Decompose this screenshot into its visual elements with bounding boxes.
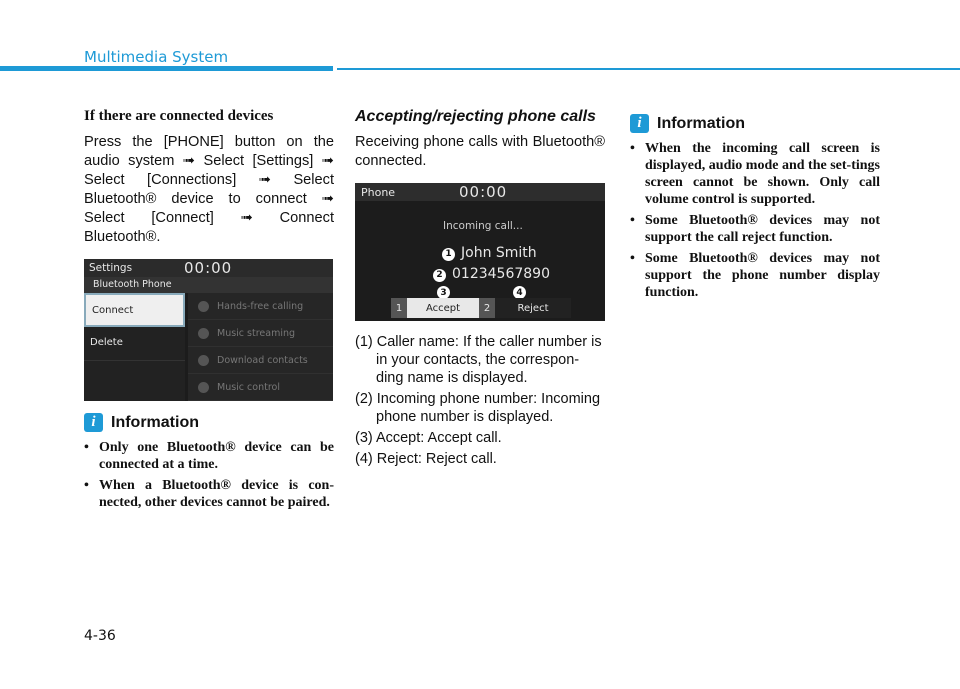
list-item: • When a Bluetooth® device is con-nected, other devices cannot be paired.	[84, 477, 334, 511]
screen-subtitle: Bluetooth Phone	[84, 277, 333, 293]
list-item: (1) Caller name: If the caller number is in your contacts, the correspon-ding name is displayed.	[355, 334, 602, 386]
option-music-streaming	[188, 320, 333, 347]
header-bar	[0, 66, 333, 71]
settings-screenshot	[84, 259, 333, 401]
info-title: Information	[657, 114, 745, 132]
option-download-contacts	[188, 347, 333, 374]
contacts-icon	[198, 355, 209, 366]
accept-reject-body: Receiving phone calls with Bluetooth® connected.	[355, 134, 605, 169]
caller-name	[442, 245, 537, 261]
column-1	[84, 108, 334, 515]
list-item: • When the incoming call screen is displayed, audio mode and the set-tings screen cannot be shown. Only call volume control is supported.	[630, 140, 880, 208]
callout-badge: 2	[433, 269, 446, 282]
music-icon	[198, 328, 209, 339]
accept-reject-heading: Accepting/rejecting phone calls	[355, 108, 596, 125]
connected-devices-heading: If there are connected devices	[84, 108, 274, 124]
caller-name-text: John Smith	[461, 245, 537, 261]
screen-title: Phone	[361, 185, 396, 199]
menu-item-delete[interactable]: Delete	[84, 327, 185, 361]
connected-devices-body: Press the [PHONE] button on the audio system ➟ Select [Settings] ➟ Select [Connections] ➟ Select Bluetooth® device to connect ➟ Select [Connect] ➟ Connect Bluetooth®.	[84, 134, 334, 245]
page-number: 4-36	[84, 628, 116, 644]
list-item: • Some Bluetooth® devices may not support the call reject function.	[630, 212, 880, 246]
key-1: 1	[391, 298, 407, 318]
info-list	[84, 439, 334, 511]
caller-number-text: 01234567890	[452, 266, 550, 282]
incoming-call-label: Incoming call...	[443, 220, 523, 232]
play-icon	[198, 382, 209, 393]
phone-icon	[198, 301, 209, 312]
option-music-control	[188, 374, 333, 401]
screen-options	[188, 293, 333, 401]
list-item: (2) Incoming phone number: Incoming phone number is displayed.	[355, 391, 601, 425]
info-header	[84, 413, 334, 432]
screen-topbar	[84, 259, 333, 277]
screen-clock: 00:00	[184, 259, 233, 277]
section-title: Multimedia System	[84, 48, 229, 66]
list-item: • Some Bluetooth® devices may not support the phone number display function.	[630, 250, 880, 301]
callout-badge: 4	[513, 286, 526, 299]
option-label: Music control	[217, 381, 280, 393]
callout-badge: 1	[442, 248, 455, 261]
caller-number	[433, 266, 550, 282]
screen-clock: 00:00	[459, 183, 508, 201]
screen-topbar	[355, 183, 605, 201]
incoming-call-screenshot	[355, 183, 605, 321]
info-list	[630, 140, 880, 301]
screen-menu	[84, 293, 185, 401]
key-2: 2	[479, 298, 495, 318]
column-2	[355, 108, 605, 471]
list-item: (4) Reject: Reject call.	[355, 451, 497, 467]
option-label: Download contacts	[217, 354, 308, 366]
option-hands-free	[188, 293, 333, 320]
information-icon: i	[84, 413, 103, 432]
info-header	[630, 114, 880, 133]
callout-badge: 3	[437, 286, 450, 299]
callout-list	[355, 333, 605, 468]
reject-button[interactable]: Reject	[495, 298, 571, 318]
info-title: Information	[111, 413, 199, 431]
accept-button[interactable]: Accept	[407, 298, 479, 318]
option-label: Music streaming	[217, 327, 296, 339]
screen-title: Settings	[89, 262, 133, 274]
menu-item-connect[interactable]: Connect	[84, 293, 185, 327]
option-label: Hands-free calling	[217, 300, 304, 312]
list-item: • Only one Bluetooth® device can be connected at a time.	[84, 439, 334, 473]
list-item: (3) Accept: Accept call.	[355, 430, 502, 446]
column-3	[630, 108, 880, 305]
call-button-bar	[391, 298, 571, 318]
header-rule	[337, 68, 960, 70]
information-icon: i	[630, 114, 649, 133]
